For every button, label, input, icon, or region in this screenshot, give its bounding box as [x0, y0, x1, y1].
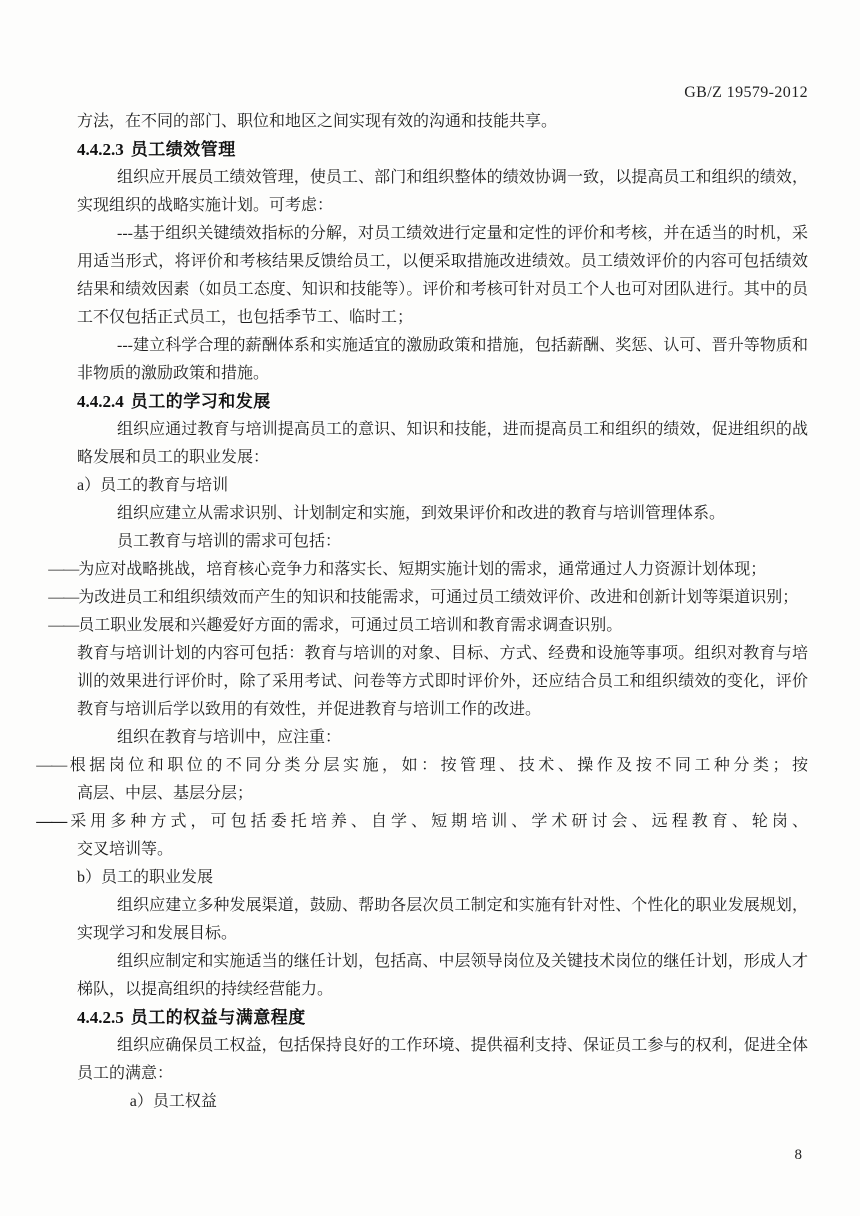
- dash-list-item: ——员工职业发展和兴趣爱好方面的需求，可通过员工培训和教育需求调查识别。: [48, 617, 623, 634]
- em-dash-marker: ——: [36, 813, 67, 830]
- dash-list-item: ——为改进员工和组织绩效而产生的知识和技能需求，可通过员工绩效评价、改进和创新计划等渠道识别；: [48, 589, 799, 606]
- dash-list-item: ——为应对战略挑战，培育核心竞争力和落实长、短期实施计划的需求，通常通过人力资源计划体现；: [48, 561, 767, 578]
- paragraph: 组织应通过教育与培训提高员工的意识、知识和技能，进而提高员工和组织的绩效，促进组织的战略发展和员工的职业发展：: [77, 421, 808, 466]
- section-heading: [77, 136, 808, 164]
- em-dash-marker: ——: [48, 617, 79, 634]
- list-item-line: 交叉培训等。: [77, 841, 174, 858]
- section-number: 4.4.2.4: [77, 392, 124, 411]
- section-heading: [77, 388, 808, 416]
- paragraph: 组织应制定和实施适当的继任计划，包括高、中层领导岗位及关键技术岗位的继任计划，形成人才梯队，以提高组织的持续经营能力。: [77, 953, 808, 998]
- page-number: 8: [794, 1147, 802, 1163]
- em-dash-marker: ——: [36, 757, 67, 774]
- em-dash-marker: ——: [48, 561, 79, 578]
- dash-list-item: [36, 752, 808, 808]
- list-item-line: 高层、中层、基层分层；: [77, 785, 254, 802]
- section-number: 4.4.2.3: [77, 140, 124, 159]
- document-header: [77, 84, 808, 102]
- document-content: [36, 108, 808, 1116]
- section-number: 4.4.2.5: [77, 1008, 124, 1027]
- standard-code: GB/Z 19579-2012: [684, 84, 808, 101]
- letter-item: a）员工权益: [129, 1093, 217, 1110]
- letter-item: a）员工的教育与培训: [77, 477, 229, 494]
- list-item-line: ——根据岗位和职位的不同分类分层实施，如：按管理、技术、操作及按不同工种分类；按: [36, 757, 808, 774]
- continuation-line: 方法，在不同的部门、职位和地区之间实现有效的沟通和技能共享。: [77, 113, 558, 130]
- section-title: 员工绩效管理: [130, 140, 236, 159]
- section-title: 员工的学习和发展: [130, 392, 271, 411]
- letter-item: b）员工的职业发展: [77, 869, 214, 886]
- paragraph: 组织应建立从需求识别、计划制定和实施，到效果评价和改进的教育与培训管理体系。: [117, 505, 726, 522]
- paragraph: 组织应开展员工绩效管理，使员工、部门和组织整体的绩效协调一致，以提高员工和组织的绩效，实现组织的战略实施计划。可考虑：: [77, 169, 808, 214]
- paragraph: 组织应建立多种发展渠道，鼓励、帮助各层次员工制定和实施有针对性、个性化的职业发展规划，实现学习和发展目标。: [77, 897, 808, 942]
- dash-list-item: [36, 808, 808, 864]
- section-heading: [77, 1004, 808, 1032]
- list-item-line: ——采用多种方式，可包括委托培养、自学、短期培训、学术研讨会、远程教育、轮岗、: [36, 813, 808, 830]
- paragraph: 组织在教育与培训中，应注重：: [117, 729, 342, 746]
- paragraph: 组织应确保员工权益，包括保持良好的工作环境、提供福利支持、保证员工参与的权利，促进全体员工的满意：: [77, 1037, 808, 1082]
- em-dash-marker: ——: [48, 589, 79, 606]
- document-footer: [795, 1147, 803, 1163]
- paragraph: ---建立科学合理的薪酬体系和实施适宜的激励政策和措施，包括薪酬、奖惩、认可、晋升等物质和非物质的激励政策和措施。: [77, 337, 808, 382]
- paragraph: 员工教育与培训的需求可包括：: [117, 533, 342, 550]
- paragraph: ---基于组织关键绩效指标的分解，对员工绩效进行定量和定性的评价和考核，并在适当的时机，采用适当形式，将评价和考核结果反馈给员工，以便采取措施改进绩效。员工绩效评价的内容可包括绩效结果和绩效因素（如员工态度、知识和技能等）。评价和考核可针对员工个人也可对团队进行。其中的员工不仅包括正式员工，也包括季节工、临时工；: [77, 225, 808, 326]
- paragraph: 教育与培训计划的内容可包括：教育与培训的对象、目标、方式、经费和设施等事项。组织对教育与培训的效果进行评价时，除了采用考试、问卷等方式即时评价外，还应结合员工和组织绩效的变化，评价教育与培训后学以致用的有效性，并促进教育与培训工作的改进。: [77, 645, 808, 718]
- section-title: 员工的权益与满意程度: [130, 1008, 306, 1027]
